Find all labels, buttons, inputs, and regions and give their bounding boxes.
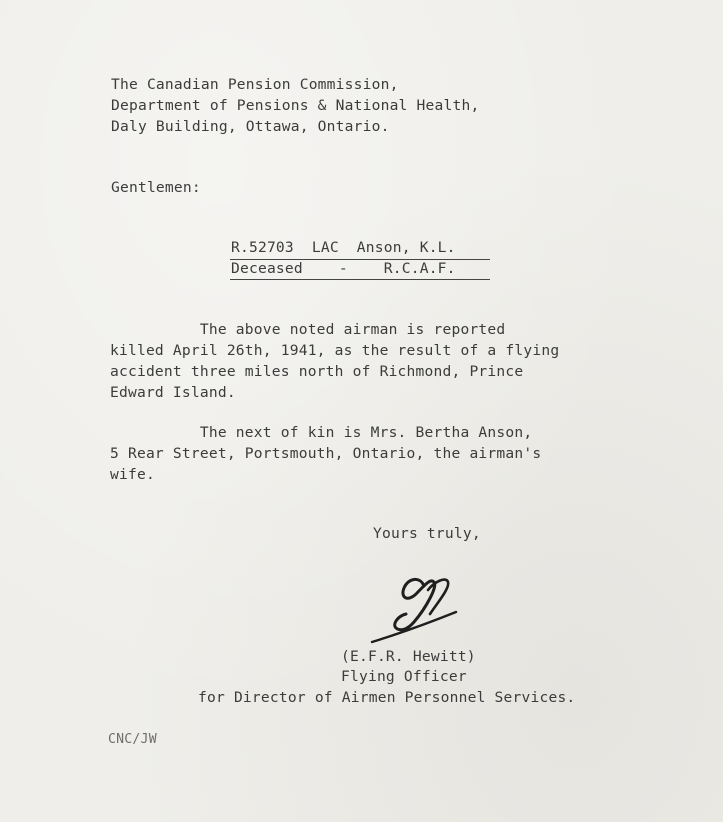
paragraph-1-line-2: killed April 26th, 1941, as the result of a flying [110, 342, 560, 359]
reference-line-1: R.52703 LAC Anson, K.L. [231, 239, 456, 256]
signer-rank: Flying Officer [341, 668, 467, 685]
paragraph-1-line-1: The above noted airman is reported [110, 321, 506, 338]
reference-underline [230, 279, 490, 280]
paragraph-2-line-3: wife. [110, 466, 155, 483]
recipient-line-3: Daly Building, Ottawa, Ontario. [111, 118, 390, 135]
recipient-line-2: Department of Pensions & National Health, [111, 97, 480, 114]
reference-line-2: Deceased - R.C.A.F. [231, 260, 456, 277]
paragraph-2-line-2: 5 Rear Street, Portsmouth, Ontario, the airman's [110, 445, 542, 462]
signer-name: (E.F.R. Hewitt) [341, 648, 476, 665]
paragraph-1-line-3: accident three miles north of Richmond, Prince [110, 363, 524, 380]
recipient-line-1: The Canadian Pension Commission, [111, 76, 399, 93]
salutation: Gentlemen: [111, 179, 201, 196]
paragraph-2-line-1: The next of kin is Mrs. Bertha Anson, [110, 424, 533, 441]
closing: Yours truly, [373, 525, 481, 542]
paragraph-1-line-4: Edward Island. [110, 384, 236, 401]
typist-initials: CNC/JW [108, 732, 157, 747]
signature-mark [368, 572, 460, 646]
signer-office: for Director of Airmen Personnel Services. [198, 689, 576, 706]
